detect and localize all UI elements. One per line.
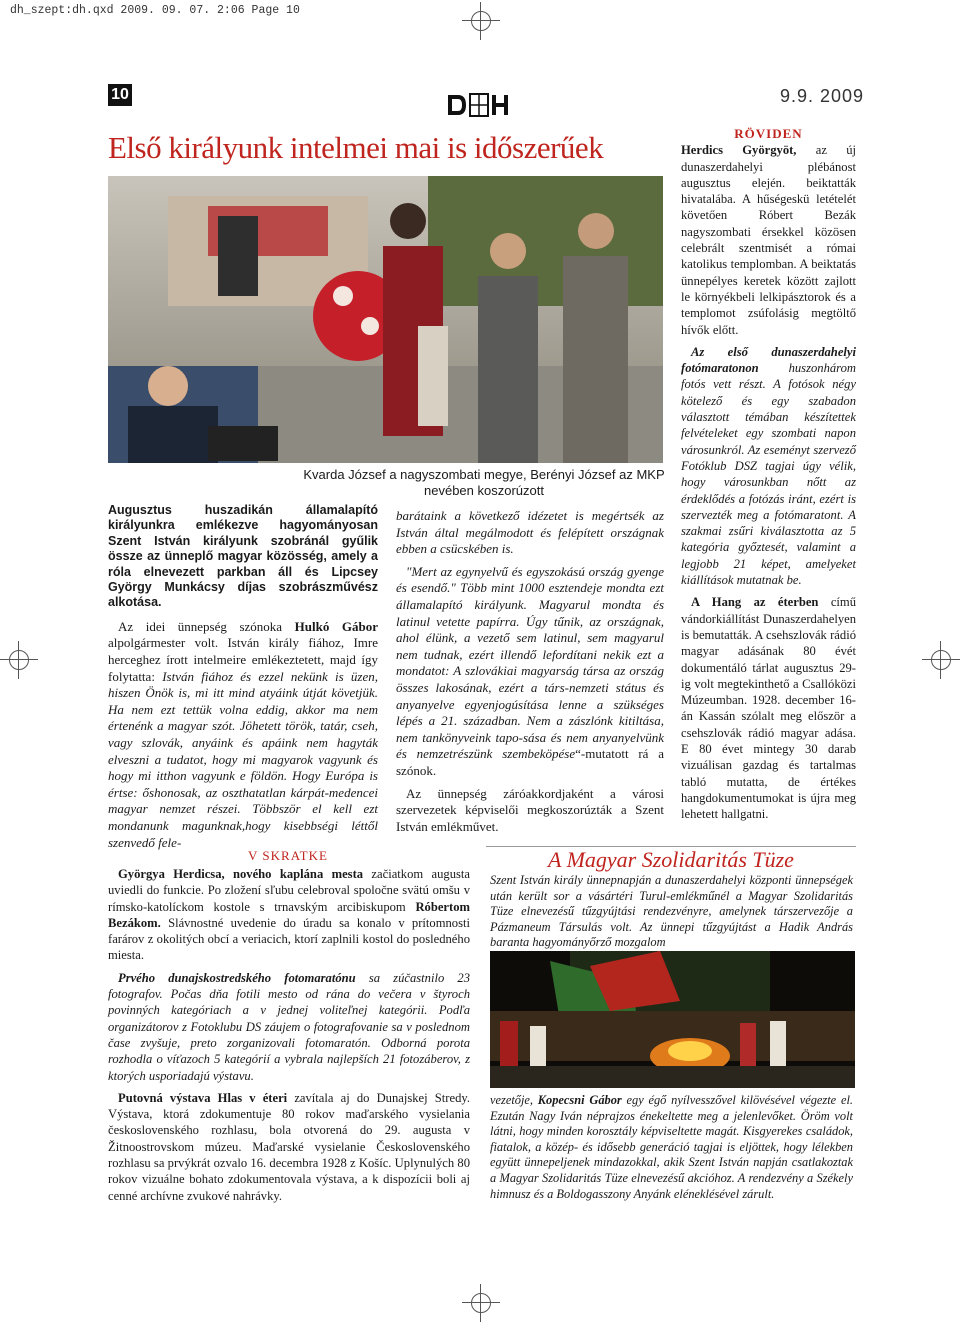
article-paragraph: Az idei ünnepség szónoka Hulkó Gábor alpolgármester volt. István király fiához, Imre herceghez írott intelmeire emlékeztetett, majd így folytatta: István fiához és ezzel nekünk is üzen, hiszen Önök is, mi itt mind atyáink útját követjük. Ha nem ezt tettük volna eddig, akkor ma nem értenénk a magyar szót. Jöhetett török, tatár, cseh, vagy szlovák, anyáink és apáink nem hagyták elveszni a tudatot, hogy mi magyarok vagyunk és hogy mi itthon vagyunk e földön. Hogy Európa is értse: őshonosak, az oszthatatlan kárpát-medencei magyar nemzet részei. Többször el kell ezt mondanunk magunknak,hogy kisebbségi léttől szenvedő fele- xyxy=(108,618,379,850)
sidebar-heading-sk: V SKRATKE xyxy=(248,848,328,863)
dh-logo-icon xyxy=(448,92,512,118)
article-paragraph: "Mert az egynyelvű és egyszokású ország gyenge és esendő." Több mint 1000 esztendeje mondta ezt államalapító királyunk. Magyarul mondta és latinul vetette papírra. Úgy tűnik, az országnak, ahol élünk, a vezető sem latinul, sem magyarul nem tudnak, ezért illendő lefordítani nekik ezt a mondatot: A szlovákiai magyarság társa az ország összes lakosának, ezért a társ-nemzeti státus és anyanyelve egyenjogúsítása lenne a szükséges lépés a 21. században. Nem a zászlónk kitiltása, nem tankönyveink tapo-sása és nem anyanyelvünk és nemzetrészünk szembeköpése“-mutatott rá a szónok. xyxy=(396,563,664,778)
ceremony-photo xyxy=(108,176,663,463)
sidebar-heading: RÖVIDEN xyxy=(734,126,803,141)
sk-paragraph: Prvého dunajskostredského fotomaratónu sa zúčastnilo 23 fotografov. Počas dňa fotili mesto od rána do večera v štyroch povinných kategóriach a v jednej voliteľnej kategórii. Podľa organizátorov z Fotoklubu DS záujem o fotografovanie sa v poslednom čase zvyšuje, preto zorganizovali fotomaratón. Odborná porota rozhodla o víťazoch 5 kategórií a vybrala najlepších 21 fotozáberov, z ktorých usporiadajú výstavu. xyxy=(108,970,470,1083)
newspaper-logo xyxy=(448,92,512,118)
sk-paragraph: Györgya Herdicsa, nového kaplána mesta začiatkom augusta uviedli do funkcie. Po zložení sľubu celebroval spoločne svätú omšu v rímsko-katolíckom kostole s trnavským arcibiskupom Róbertom Bezákom. Slávnostné uvedenie do úradu sa konalo v prítomnosti farárov z okolitých obcí a veriacich, ktorí zaplnili kostol do posledného miesta. xyxy=(108,867,471,963)
registration-mark-left xyxy=(0,641,38,679)
sidebar-roviden xyxy=(681,126,856,828)
article-left-column xyxy=(108,503,378,857)
sidebar-paragraph: Herdics Györgyöt, az új dunaszerdahelyi plébánost augusztus elején. beiktatták hivatalába. A hűségeskü letételét követően Róbert Bezák nagyszombati érsekkel közösen celebrált szentmisét a római katolikus templomban. A beiktatás ünnepélyes keretek között zajlott le környékbeli lelkipásztorok és a templomot zsúfolásig megtöltő hívők előtt. xyxy=(681,143,856,337)
sidebar-v-skratke xyxy=(108,866,470,1210)
print-slug: dh_szept:dh.qxd 2009. 09. 07. 2:06 Page 10 xyxy=(10,4,300,17)
solidarity-outro: vezetője, Kopecsni Gábor egy égő nyílvesszővel kilövésével végezte el. Ezután Nagy Iván néprajzos énekeltette meg a jelenlevőket. Öröm volt látni, hogy minden korosztály képviseltette magát. Kisgyerekes családok, fiatalok, a közép- és idősebb generáció tagjai is eljöttek, hogy lélekben együtt ünnepeljenek mindazokkal, akik Szent István napján csatlakoztak a Magyar Szolidaritás Tüze elnevezésű akcióhoz. A rendezvény a Székely himnusz és a Boldogasszony Anyánk eléneklésével zárult. xyxy=(490,1093,853,1201)
issue-date: 9.9. 2009 xyxy=(780,86,865,106)
article-headline: Első királyunk intelmei mai is időszerűek xyxy=(108,130,604,165)
fire-ceremony-photo xyxy=(490,951,855,1088)
sidebar-paragraph: Az első dunaszerdahelyi fotómaratonon huszonhárom fotós vett részt. A fotósok négy kötelező és egy szabadon választott témában készítettek felvételeket egy szombati napon városunkról. Az eseményt szervező Fotóklub DSZ tagjai úgy vélik, hogy városunkban nőtt az érdeklődés a fotózás iránt, ezért is szervezték meg a fotómaratont. A szakmai zsűri kiválasztotta az 5 kategória győztesét, valamint a legjobb 21 képet, amelyeket kiállítások mutatnak be. xyxy=(681,344,856,588)
sidebar-paragraph: A Hang az éterben című vándorkiállítást Dunaszerdahelyen is bemutatták. A csehszlovák rádió magyar adásának 80 évét dokumentáló tárlat augusztus 29-ig volt megtekinthető a Csallóközi Múzeumban. 1928. december 16-án Kassán szólalt meg először a csehszlovák rádió magyar adása. E 80 évet mintegy 30 darab vizuálisan gazdag és tartalmas tabló mutatta, de értékes hangdokumentumokat is újra meg lehetett hallgatni. xyxy=(681,595,856,822)
solidarity-title: A Magyar Szolidaritás Tüze xyxy=(548,847,794,872)
article-paragraph: barátaink a következő idézetet is megértsék az István által megálmodott és felépített országnak ebben a csücskében is. xyxy=(396,508,664,557)
page-number: 10 xyxy=(108,84,132,106)
registration-mark-right xyxy=(922,641,960,679)
solidarity-intro: Szent István király ünnepnapján a dunaszerdahelyi központi ünnepségek után került sor a vásártéri Turul-emlékműnél a Magyar Szolidaritás Tüze elnevezésű tűzgyújtási rendezvényre, amelynek társzervezője a Pázmaneum Társulás volt. Az ünnepi tűzgyújtást a Hadik András baranta hagyományőrző mozgalom xyxy=(490,873,853,950)
article-middle-column xyxy=(396,508,664,841)
registration-mark-top xyxy=(462,2,500,40)
registration-mark-bottom xyxy=(462,1284,500,1322)
article-lead: Augusztus huszadikán államalapító királyunkra emlékezve hagyományosan Szent István királyunk szobránál gyűlik össze az ünneplő magyar közösség, amely a róla elnevezett parkban áll és Lipcsey György Munkácsy díjas szobrászművész alkotása. xyxy=(108,503,378,610)
photo-caption: Kvarda József a nagyszombati megye, Berényi József az MKP nevében koszorúzott xyxy=(303,467,665,498)
sk-paragraph: Putovná výstava Hlas v éteri zavítala aj do Dunajskej Stredy. Výstava, ktorá zdokumentuje 80 rokov maďarského vysielania československého rozhlasu, bola otvorená do 29. augusta v Žitnoostrovskom múzeu. Maďarské vysielanie Československého rozhlasu sa prvýkrát ozvalo 16. decembra 1928 z Košíc. Uplynulých 80 rokov vizuálne bohato zdokumentovala výstava, a k dispozícii boli aj cenné archívne zvukové nahrávky. xyxy=(108,1090,470,1203)
article-paragraph: Az ünnepség záróakkordjaként a városi szervezetek képviselői megkoszorúzták a Szent István emlékművet. xyxy=(396,785,664,834)
